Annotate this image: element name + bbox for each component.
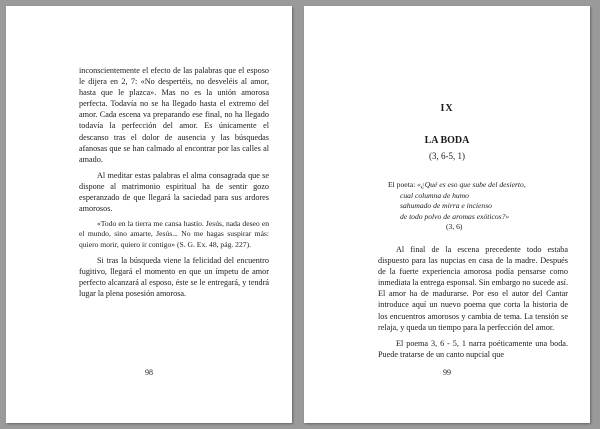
right-page-body: [378, 244, 568, 360]
paragraph: Si tras la búsqueda viene la felicidad del encuentro fugitivo, llegará el momento en que un ímpetu de amor perfecto alcanzará al esposo, éste se le entregará, y tendrá lugar la plena posesión amorosa.: [79, 255, 269, 299]
page-number: 99: [443, 368, 451, 377]
quote-paragraph: «Todo en la tierra me cansa hastío. Jesús, nada deseo en el mundo, sino amarte, Jesús... No me hagas suspirar más: quiero morir, quiero ir contigo» (S. G. Ex. 48, pág. 227).: [79, 219, 269, 249]
chapter-reference: (3, 6-5, 1): [429, 151, 465, 161]
epigraph-line: sahumado de mirra e incienso: [400, 201, 492, 211]
left-page: [6, 6, 292, 423]
chapter-title: LA BODA: [424, 135, 470, 146]
epigraph-line: «¿Qué es eso que sube del desierto,: [417, 180, 526, 189]
epigraph-line: de todo polvo de aromas exóticos?»: [400, 211, 510, 221]
epigraph-first-line: [388, 180, 578, 191]
left-page-body: [79, 65, 269, 299]
right-page: [304, 6, 590, 423]
epigraph: [388, 180, 578, 233]
epigraph-reference: (3, 6): [446, 222, 463, 232]
chapter-number: IX: [440, 103, 454, 114]
epigraph-lead: El poeta:: [388, 180, 418, 189]
paragraph: Al final de la escena precedente todo estaba dispuesto para las nupcias en casa de la madre. Después de la fuerte experiencia amorosa podía pensarse como inmediata la entrega esponsal. Sin embargo no sucede así. El amor ha de madurarse. Por eso el autor del Cantar introduce aquí un nuevo poema que corta la historia de los encuentros amorosos y cambia de tema. La tensión se relaja, y queda un tiempo para la perfección del amor.: [378, 245, 568, 332]
paragraph: inconscientemente el efecto de las palabras que el esposo le dijera en 2, 7: «No despertéis, no desveléis al amor, hasta que le plazca». Mas no es la unión amorosa perfecta. Todavía no se ha llegado hasta el extremo del amor. Cada escena va preparando ese final, no ha llegado todavía la perfección del amor. Es únicamente el descanso tras el dolor de ausencia y las búsquedas afanosas que se han calmado al encontrar por las calles al amado.: [79, 66, 269, 164]
paragraph: El poema 3, 6 - 5, 1 narra poéticamente una boda. Puede tratarse de un canto nupcial que: [378, 338, 568, 359]
epigraph-line: cual columna de humo: [400, 190, 469, 200]
paragraph: Al meditar estas palabras el alma consagrada que se dispone al matrimonio espiritual ha de sentir gozo esperanzado de que llegará la saciedad para sus ardores amorosos.: [79, 170, 269, 214]
page-number: 98: [145, 368, 153, 377]
